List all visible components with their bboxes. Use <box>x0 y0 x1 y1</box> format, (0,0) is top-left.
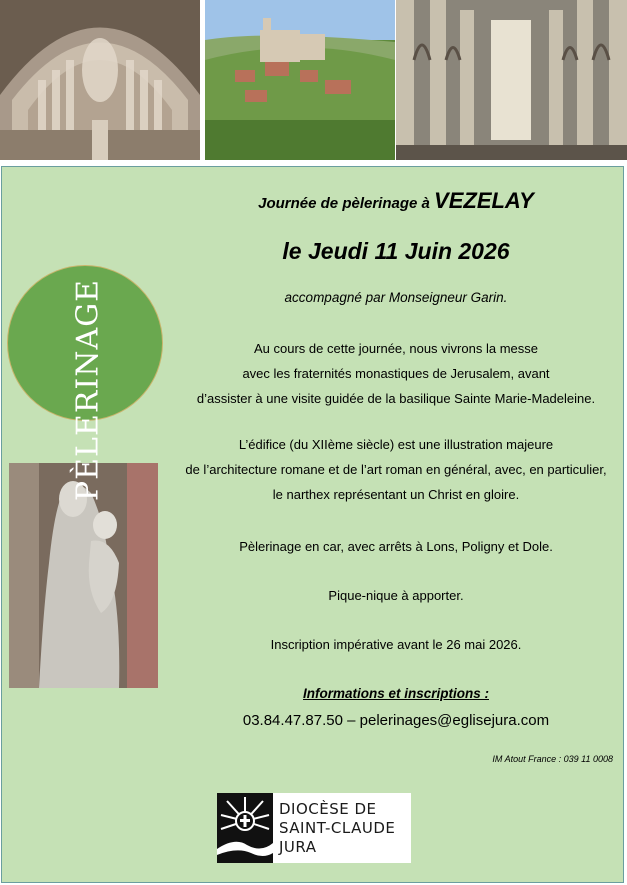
paragraph-picnic: Pique-nique à apporter. <box>328 588 464 603</box>
paragraph-edifice <box>170 432 622 507</box>
paragraph-line: avec les fraternités monastiques de Jerusalem, avant <box>242 366 550 381</box>
paragraph-line: d’assister à une visite guidée de la basilique Sainte Marie-Madeleine. <box>196 391 596 406</box>
tympanum-photo <box>0 0 200 160</box>
pelerinage-vertical-label: PÈLERINAGE <box>70 278 106 502</box>
diocese-name-line2: SAINT-CLAUDE <box>279 818 396 837</box>
diocese-logo <box>217 793 411 863</box>
paragraph-line: le narthex représentant un Christ en gloire. <box>272 487 520 502</box>
diocese-sun-cross-icon <box>217 793 273 863</box>
event-accompanied: accompagné par Monseigneur Garin. <box>284 290 508 305</box>
contact-line[interactable]: 03.84.47.87.50 – pelerinages@eglisejura.com <box>242 712 550 729</box>
diocese-name-line3: JURA <box>279 837 317 856</box>
paragraph-line: L’édifice (du XIIème siècle) est une illustration majeure <box>238 437 554 452</box>
diocese-name <box>273 800 395 857</box>
event-title <box>170 188 622 214</box>
event-title-prefix: Journée de pèlerinage à <box>258 195 435 212</box>
license-number: IM Atout France : 039 11 0008 <box>492 754 613 764</box>
paragraph-transport: Pèlerinage en car, avec arrêts à Lons, Poligny et Dole. <box>239 539 553 554</box>
event-place: VEZELAY <box>434 188 534 213</box>
paragraph-programme <box>170 336 622 411</box>
village-photo <box>205 0 395 160</box>
diocese-name-line1: DIOCÈSE DE <box>279 799 377 818</box>
paragraph-line: Au cours de cette journée, nous vivrons la messe <box>254 341 538 356</box>
contact-title: Informations et inscriptions : <box>302 686 489 701</box>
event-date: le Jeudi 11 Juin 2026 <box>282 238 510 264</box>
paragraph-deadline: Inscription impérative avant le 26 mai 2026. <box>270 637 522 652</box>
nave-photo <box>396 0 627 160</box>
paragraph-line: de l’architecture romane et de l’art roman en général, avec, en particulier, <box>185 462 607 477</box>
